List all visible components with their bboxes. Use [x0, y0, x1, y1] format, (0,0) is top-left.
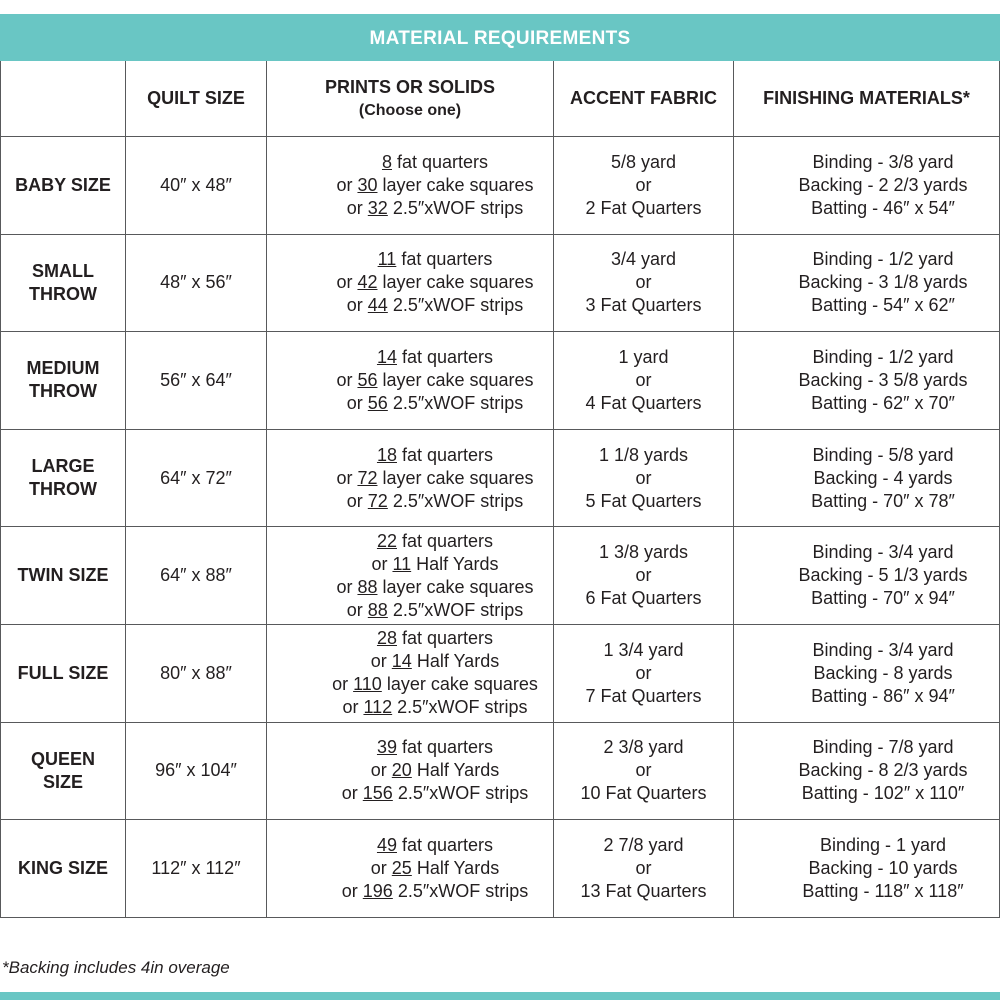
prints-option-prefix: or — [336, 467, 358, 488]
prints-option-prefix: or — [336, 272, 358, 293]
accent-fabric-cell — [554, 332, 734, 430]
prints-option-quantity: 72 — [357, 467, 378, 488]
accent-fabric-cell — [554, 624, 734, 722]
finishing-material-line: Binding - 7/8 yard — [812, 737, 954, 758]
prints-option-quantity: 42 — [357, 272, 378, 293]
quilt-dimensions-cell: 48″ x 56″ — [126, 234, 267, 332]
accent-fabric-cell — [554, 137, 734, 235]
prints-option-text: 2.5″xWOF strips — [387, 197, 524, 218]
prints-option-line — [317, 834, 553, 857]
prints-option-text: fat quarters — [396, 737, 494, 758]
prints-option-quantity: 20 — [391, 760, 412, 781]
finishing-material-line: Batting - 54″ x 62″ — [811, 295, 955, 316]
table-row — [1, 234, 1000, 332]
prints-option-text: 2.5″xWOF strips — [387, 599, 524, 620]
finishing-material-line: Batting - 70″ x 94″ — [811, 588, 955, 609]
table-title: MATERIAL REQUIREMENTS — [1, 17, 1000, 61]
prints-option-quantity: 22 — [376, 530, 397, 551]
prints-option-text: Half Yards — [411, 553, 499, 574]
finishing-material-line: Binding - 1 yard — [819, 834, 947, 855]
table-body — [1, 137, 1000, 918]
accent-fabric-cell — [554, 234, 734, 332]
accent-fabric-line: 1 yard — [618, 346, 669, 367]
accent-fabric-line: 7 Fat Quarters — [585, 685, 702, 706]
finishing-material-line: Backing - 10 yards — [808, 857, 958, 878]
prints-option-line — [317, 782, 553, 805]
prints-option-line — [317, 369, 553, 392]
prints-option-line — [317, 248, 553, 271]
size-name-line: QUEEN — [30, 748, 95, 769]
prints-option-line — [317, 576, 553, 599]
accent-fabric-line: 13 Fat Quarters — [580, 880, 707, 901]
prints-option-line — [317, 696, 553, 719]
accent-fabric-line: or — [635, 662, 652, 683]
prints-option-quantity: 44 — [367, 295, 388, 316]
prints-option-text: fat quarters — [396, 628, 494, 649]
quilt-dimensions-cell: 112″ x 112″ — [126, 820, 267, 918]
finishing-materials-cell — [734, 527, 1000, 625]
finishing-material-line: Batting - 62″ x 70″ — [811, 392, 955, 413]
finishing-material-line: Batting - 70″ x 78″ — [811, 490, 955, 511]
prints-option-text: fat quarters — [396, 346, 494, 367]
size-name-line: LARGE — [31, 456, 95, 477]
accent-fabric-line: 3 Fat Quarters — [585, 295, 702, 316]
header-accent-fabric: ACCENT FABRIC — [554, 61, 734, 137]
size-name-line: MEDIUM — [26, 358, 100, 379]
prints-option-prefix: or — [332, 674, 354, 695]
prints-option-prefix: or — [370, 651, 392, 672]
prints-cell — [267, 332, 554, 430]
finishing-material-line: Backing - 3 1/8 yards — [798, 272, 968, 293]
finishing-materials-cell — [734, 624, 1000, 722]
accent-fabric-line: or — [635, 272, 652, 293]
prints-option-quantity: 30 — [357, 174, 378, 195]
prints-option-line — [317, 444, 553, 467]
header-quilt-size: QUILT SIZE — [126, 61, 267, 137]
prints-option-text: Half Yards — [411, 760, 500, 781]
prints-option-quantity: 88 — [357, 576, 378, 597]
size-name-cell — [1, 137, 126, 235]
prints-option-line — [317, 392, 553, 415]
accent-fabric-line: 2 7/8 yard — [603, 834, 684, 855]
column-header-row — [1, 61, 1000, 137]
prints-option-quantity: 56 — [367, 392, 388, 413]
prints-option-prefix: or — [370, 857, 392, 878]
prints-option-line — [317, 759, 553, 782]
prints-option-text: 2.5″xWOF strips — [392, 783, 529, 804]
table-row — [1, 624, 1000, 722]
header-prints-sub: (Choose one) — [358, 101, 462, 119]
prints-option-quantity: 14 — [391, 651, 412, 672]
prints-option-text: fat quarters — [391, 151, 489, 172]
finishing-material-line: Backing - 2 2/3 yards — [798, 174, 968, 195]
prints-cell — [267, 820, 554, 918]
prints-option-line — [317, 627, 553, 650]
prints-option-prefix: or — [346, 599, 368, 620]
prints-option-line — [317, 599, 553, 622]
accent-fabric-line: 1 1/8 yards — [598, 444, 689, 465]
table-row — [1, 137, 1000, 235]
prints-option-quantity: 25 — [391, 857, 412, 878]
prints-option-quantity: 110 — [353, 674, 382, 695]
prints-option-text: layer cake squares — [377, 576, 534, 597]
quilt-dimensions-cell: 96″ x 104″ — [126, 722, 267, 820]
finishing-material-line: Backing - 3 5/8 yards — [798, 369, 968, 390]
prints-option-prefix: or — [346, 197, 368, 218]
table-row — [1, 722, 1000, 820]
finishing-material-line: Binding - 5/8 yard — [812, 444, 954, 465]
accent-fabric-line: 1 3/4 yard — [603, 639, 684, 660]
prints-option-prefix: or — [346, 392, 368, 413]
table-row — [1, 429, 1000, 527]
header-prints-main: PRINTS OR SOLIDS — [324, 76, 495, 97]
accent-fabric-cell — [554, 820, 734, 918]
header-prints-or-solids — [267, 61, 554, 137]
prints-option-text: 2.5″xWOF strips — [392, 697, 528, 718]
prints-option-prefix: or — [346, 490, 368, 511]
size-name-cell — [1, 429, 126, 527]
prints-cell — [267, 429, 554, 527]
prints-option-quantity: 196 — [362, 880, 393, 901]
prints-option-quantity: 49 — [376, 834, 397, 855]
prints-option-prefix: or — [336, 576, 358, 597]
finishing-material-line: Backing - 8 yards — [813, 662, 953, 683]
prints-option-text: 2.5″xWOF strips — [387, 490, 524, 511]
size-name-cell — [1, 722, 126, 820]
size-name-cell — [1, 820, 126, 918]
prints-option-line — [317, 650, 553, 673]
table-row — [1, 820, 1000, 918]
header-blank — [1, 61, 126, 137]
material-requirements-table — [0, 16, 1000, 918]
finishing-material-line: Backing - 5 1/3 yards — [798, 565, 968, 586]
size-name-line: THROW — [29, 283, 97, 304]
finishing-materials-cell — [734, 429, 1000, 527]
prints-cell — [267, 137, 554, 235]
size-name-cell — [1, 332, 126, 430]
finishing-materials-cell — [734, 332, 1000, 430]
finishing-material-line: Binding - 3/4 yard — [812, 639, 954, 660]
prints-option-line — [317, 553, 553, 576]
finishing-materials-cell — [734, 234, 1000, 332]
finishing-material-line: Backing - 4 yards — [813, 467, 953, 488]
prints-option-text: 2.5″xWOF strips — [387, 392, 524, 413]
prints-option-line — [317, 857, 553, 880]
prints-option-line — [317, 490, 553, 513]
prints-option-quantity: 18 — [376, 444, 397, 465]
prints-option-quantity: 8 — [381, 151, 392, 172]
prints-option-text: layer cake squares — [377, 272, 534, 293]
accent-fabric-line: 4 Fat Quarters — [585, 392, 702, 413]
finishing-material-line: Batting - 102″ x 110″ — [801, 783, 965, 804]
accent-fabric-cell — [554, 527, 734, 625]
accent-fabric-line: 1 3/8 yards — [598, 542, 689, 563]
prints-option-line — [317, 174, 553, 197]
size-name-cell — [1, 527, 126, 625]
finishing-material-line: Binding - 1/2 yard — [812, 249, 954, 270]
prints-option-quantity: 32 — [367, 197, 388, 218]
prints-option-prefix: or — [342, 697, 364, 718]
size-name-line: KING SIZE — [17, 857, 108, 878]
prints-option-line — [317, 294, 553, 317]
prints-option-line — [317, 151, 553, 174]
size-name-line: THROW — [29, 479, 97, 500]
prints-option-quantity: 14 — [376, 346, 397, 367]
prints-option-text: fat quarters — [396, 834, 494, 855]
quilt-dimensions-cell: 56″ x 64″ — [126, 332, 267, 430]
finishing-materials-cell — [734, 722, 1000, 820]
accent-fabric-cell — [554, 722, 734, 820]
prints-option-quantity: 56 — [357, 369, 378, 390]
prints-option-line — [317, 467, 553, 490]
size-name-cell — [1, 234, 126, 332]
prints-option-prefix: or — [341, 880, 363, 901]
prints-option-prefix: or — [370, 760, 392, 781]
accent-fabric-line: 10 Fat Quarters — [580, 783, 707, 804]
prints-option-text: layer cake squares — [377, 174, 534, 195]
finishing-material-line: Binding - 3/4 yard — [812, 542, 954, 563]
finishing-materials-cell — [734, 137, 1000, 235]
prints-option-prefix: or — [346, 295, 368, 316]
size-name-line: SMALL — [32, 260, 94, 281]
quilt-dimensions-cell: 64″ x 72″ — [126, 429, 267, 527]
accent-fabric-line: or — [635, 369, 652, 390]
accent-fabric-line: 2 3/8 yard — [603, 737, 684, 758]
prints-cell — [267, 722, 554, 820]
table-row — [1, 527, 1000, 625]
prints-option-quantity: 28 — [376, 628, 397, 649]
quilt-dimensions-cell: 80″ x 88″ — [126, 624, 267, 722]
prints-option-prefix: or — [336, 369, 358, 390]
size-name-line: FULL SIZE — [17, 662, 109, 683]
bottom-accent-rule — [0, 992, 1000, 1000]
prints-option-quantity: 11 — [392, 553, 412, 574]
prints-option-text: fat quarters — [396, 249, 493, 270]
accent-fabric-line: or — [635, 565, 652, 586]
finishing-material-line: Batting - 46″ x 54″ — [811, 197, 955, 218]
prints-option-quantity: 156 — [362, 783, 393, 804]
table-title-row — [1, 17, 1000, 61]
prints-option-line — [317, 880, 553, 903]
quilt-dimensions-cell: 40″ x 48″ — [126, 137, 267, 235]
footnote: *Backing includes 4in overage — [2, 958, 230, 977]
accent-fabric-line: 3/4 yard — [610, 249, 677, 270]
prints-option-line — [317, 197, 553, 220]
prints-option-prefix: or — [371, 553, 393, 574]
size-name-line: THROW — [29, 381, 97, 402]
prints-option-quantity: 11 — [377, 249, 397, 270]
prints-option-text: Half Yards — [411, 651, 500, 672]
finishing-material-line: Batting - 118″ x 118″ — [802, 880, 964, 901]
prints-cell — [267, 234, 554, 332]
size-name-cell — [1, 624, 126, 722]
prints-option-text: fat quarters — [396, 530, 494, 551]
finishing-material-line: Batting - 86″ x 94″ — [811, 685, 955, 706]
prints-option-line — [317, 736, 553, 759]
prints-option-text: layer cake squares — [381, 674, 538, 695]
prints-option-text: 2.5″xWOF strips — [387, 295, 524, 316]
accent-fabric-line: 5 Fat Quarters — [585, 490, 702, 511]
accent-fabric-line: or — [635, 857, 652, 878]
prints-option-line — [317, 271, 553, 294]
finishing-material-line: Backing - 8 2/3 yards — [798, 760, 968, 781]
accent-fabric-line: or — [635, 760, 652, 781]
quilt-dimensions-cell: 64″ x 88″ — [126, 527, 267, 625]
finishing-material-line: Binding - 3/8 yard — [812, 151, 954, 172]
table-row — [1, 332, 1000, 430]
prints-option-text: layer cake squares — [377, 467, 534, 488]
prints-option-text: layer cake squares — [377, 369, 534, 390]
prints-option-prefix: or — [341, 783, 363, 804]
prints-option-quantity: 39 — [376, 737, 397, 758]
accent-fabric-line: 6 Fat Quarters — [585, 588, 702, 609]
prints-option-prefix: or — [336, 174, 358, 195]
prints-option-quantity: 88 — [367, 599, 388, 620]
prints-option-quantity: 112 — [363, 697, 393, 718]
header-finishing-materials: FINISHING MATERIALS* — [734, 61, 1000, 137]
prints-option-text: Half Yards — [411, 857, 500, 878]
prints-option-text: fat quarters — [396, 444, 494, 465]
prints-option-line — [317, 530, 553, 553]
prints-option-line — [317, 346, 553, 369]
finishing-material-line: Binding - 1/2 yard — [812, 346, 954, 367]
accent-fabric-line: or — [635, 174, 652, 195]
size-name-line: BABY SIZE — [15, 174, 111, 195]
prints-option-quantity: 72 — [367, 490, 388, 511]
accent-fabric-line: or — [635, 467, 652, 488]
prints-option-text: 2.5″xWOF strips — [392, 880, 529, 901]
accent-fabric-cell — [554, 429, 734, 527]
size-name-line: TWIN SIZE — [17, 565, 109, 586]
prints-option-line — [317, 673, 553, 696]
size-name-line: SIZE — [42, 771, 83, 792]
prints-cell — [267, 527, 554, 625]
accent-fabric-line: 2 Fat Quarters — [585, 197, 702, 218]
accent-fabric-line: 5/8 yard — [610, 151, 677, 172]
prints-cell — [267, 624, 554, 722]
finishing-materials-cell — [734, 820, 1000, 918]
